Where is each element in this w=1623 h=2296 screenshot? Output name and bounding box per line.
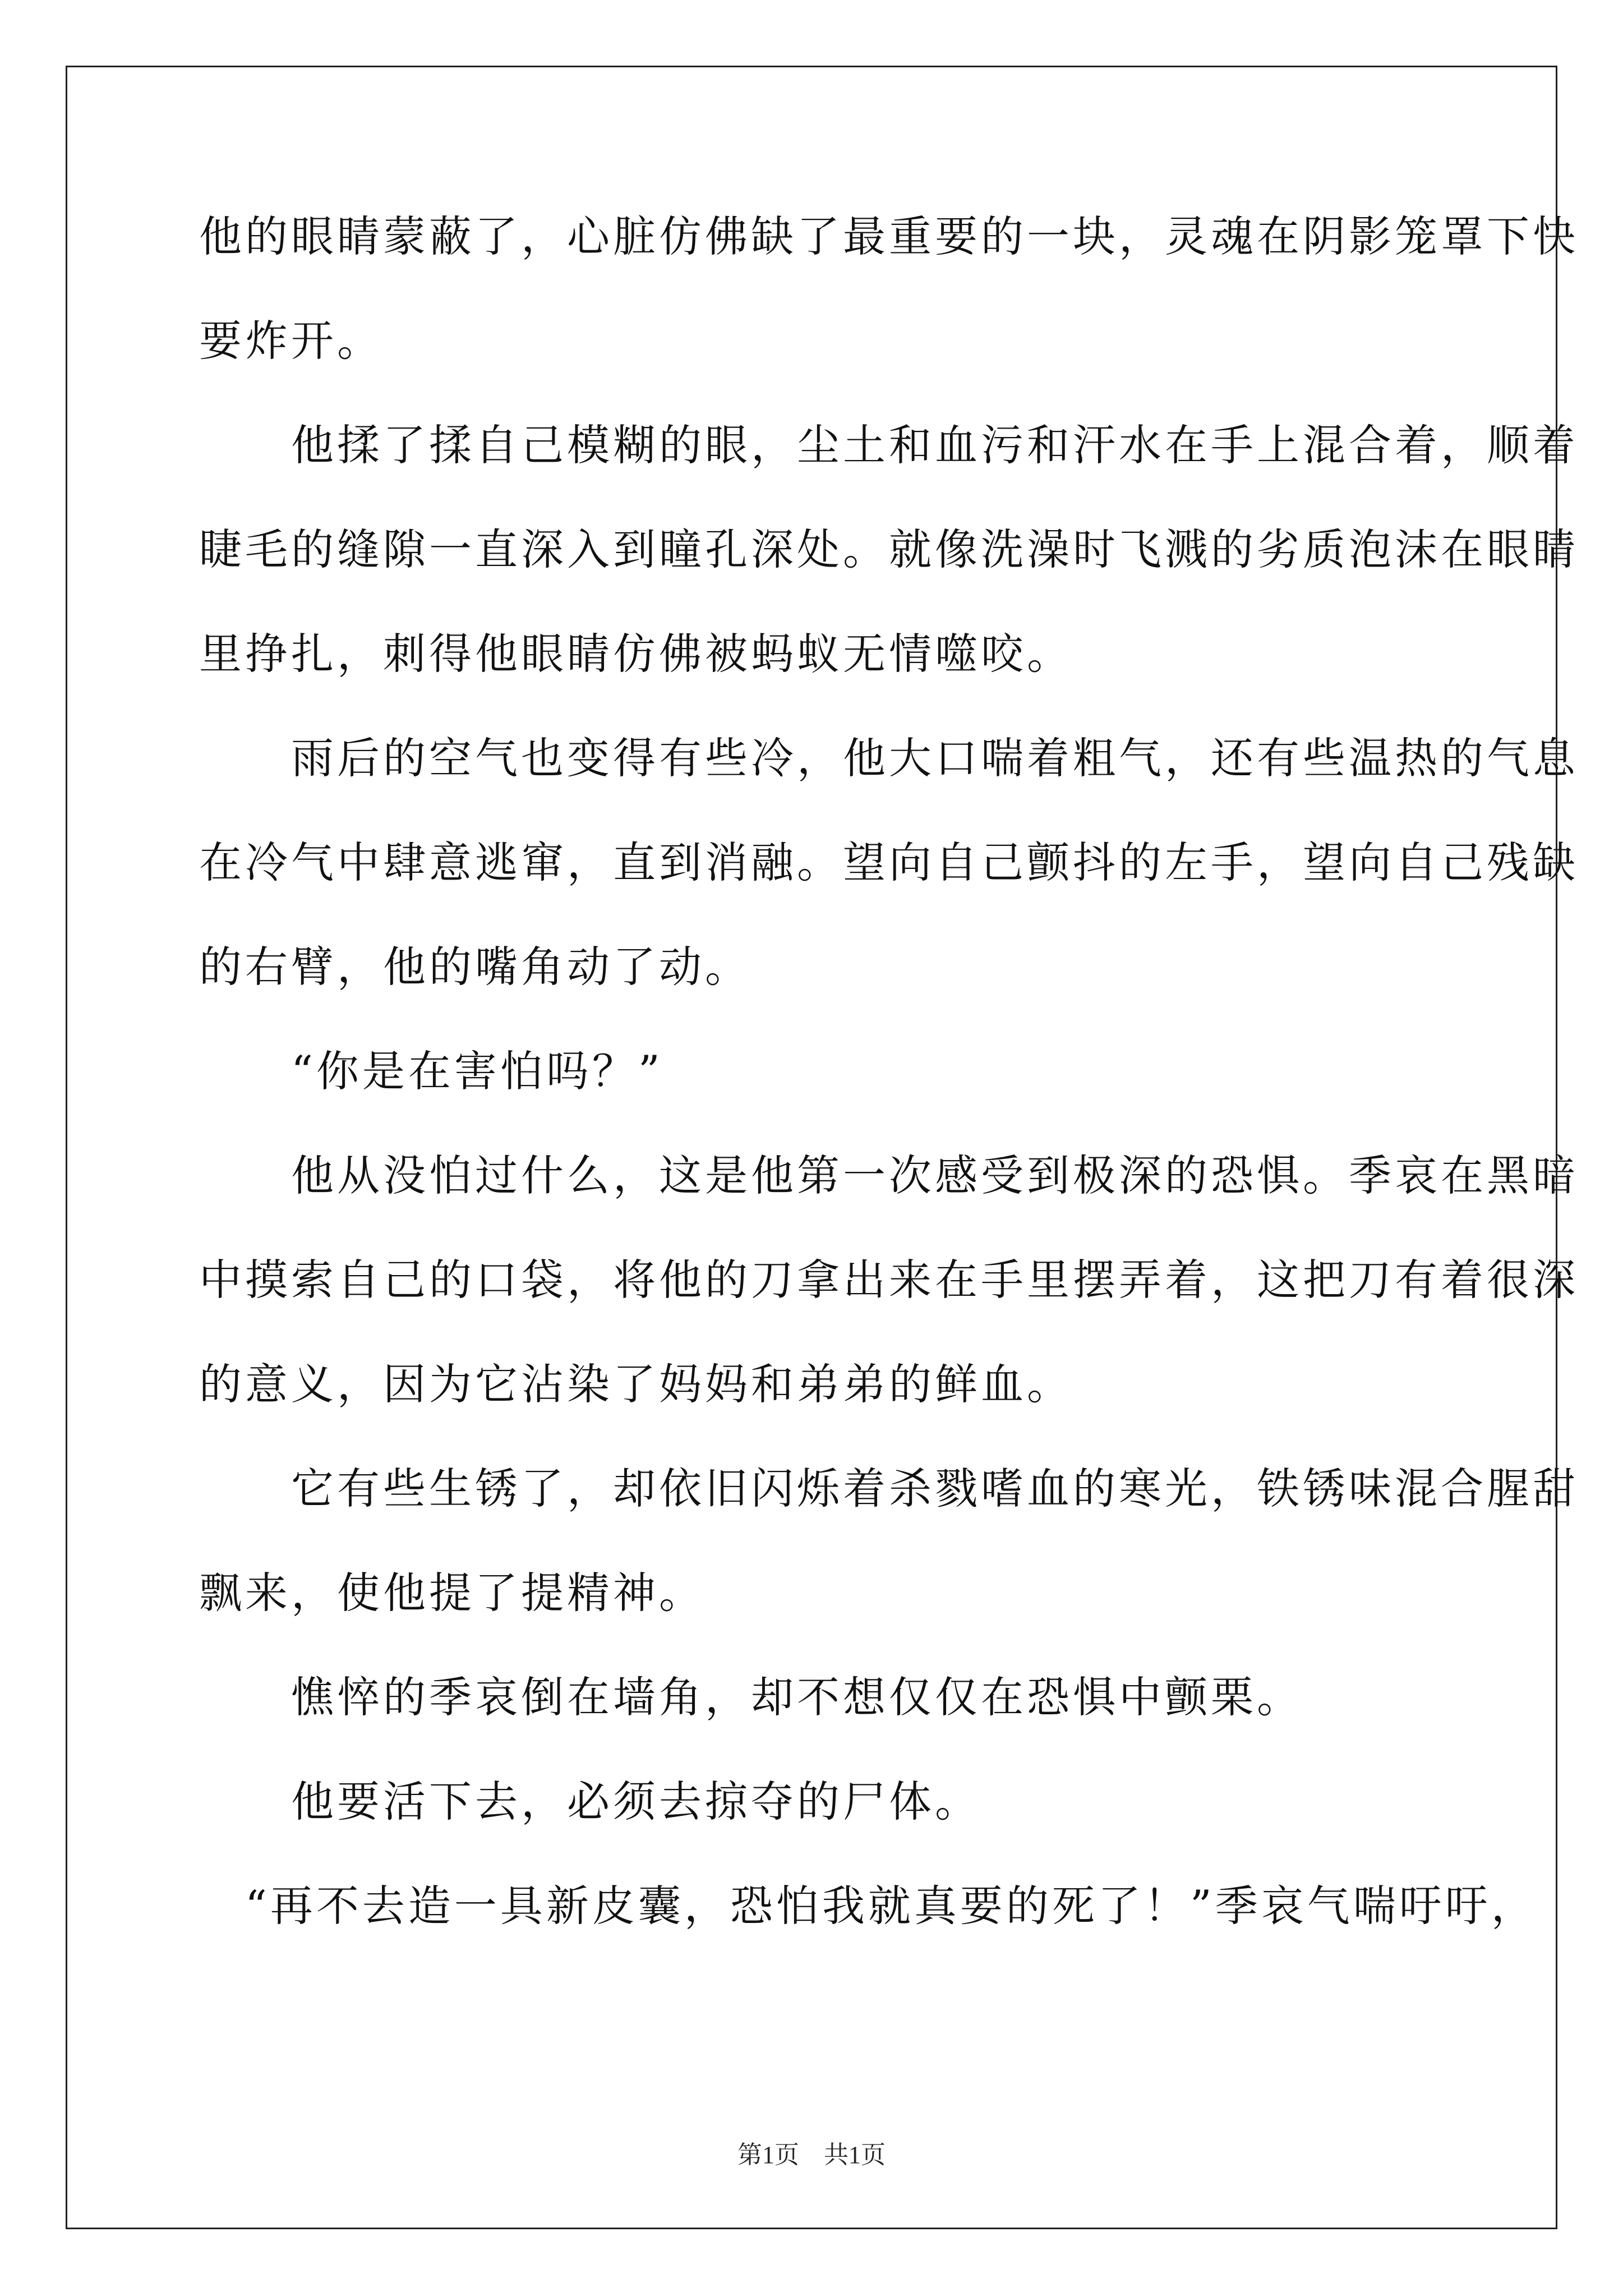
text-line: 睫毛的缝隙一直深入到瞳孔深处。就像洗澡时飞溅的劣质泡沫在眼睛	[199, 524, 1579, 574]
text-line: 他从没怕过什么，这是他第一次感受到极深的恐惧。季哀在黑暗	[199, 1151, 1579, 1200]
text-line: 中摸索自己的口袋，将他的刀拿出来在手里摆弄着，这把刀有着很深	[199, 1255, 1579, 1305]
text-line: “再不去造一具新皮囊，恐怕我就真要的死了！”季哀气喘吁吁，	[199, 1881, 1537, 1931]
text-line: 飘来，使他提了提精神。	[199, 1568, 705, 1618]
text-line: 他要活下去，必须去掠夺的尸体。	[199, 1777, 981, 1826]
text-line: 雨后的空气也变得有些冷，他大口喘着粗气，还有些温热的气息	[199, 733, 1579, 783]
text-line: “你是在害怕吗？”	[199, 1046, 663, 1096]
text-line: 憔悴的季哀倒在墙角，却不想仅仅在恐惧中颤栗。	[199, 1672, 1303, 1722]
text-line: 的右臂，他的嘴角动了动。	[199, 942, 751, 992]
text-line: 的意义，因为它沾染了妈妈和弟弟的鲜血。	[199, 1359, 1073, 1409]
text-line: 在冷气中肆意逃窜，直到消融。望向自己颤抖的左手，望向自己残缺	[199, 838, 1579, 887]
text-line: 要炸开。	[199, 316, 383, 366]
text-line: 他揉了揉自己模糊的眼，尘土和血污和汗水在手上混合着，顺着	[199, 420, 1579, 470]
text-line: 里挣扎，刺得他眼睛仿佛被蚂蚁无情噬咬。	[199, 629, 1073, 679]
text-line: 它有些生锈了，却依旧闪烁着杀戮嗜血的寒光，铁锈味混合腥甜	[199, 1464, 1579, 1513]
text-line: 他的眼睛蒙蔽了，心脏仿佛缺了最重要的一块，灵魂在阴影笼罩下快	[199, 211, 1579, 261]
page-number: 第1页 共1页	[737, 2141, 886, 2169]
